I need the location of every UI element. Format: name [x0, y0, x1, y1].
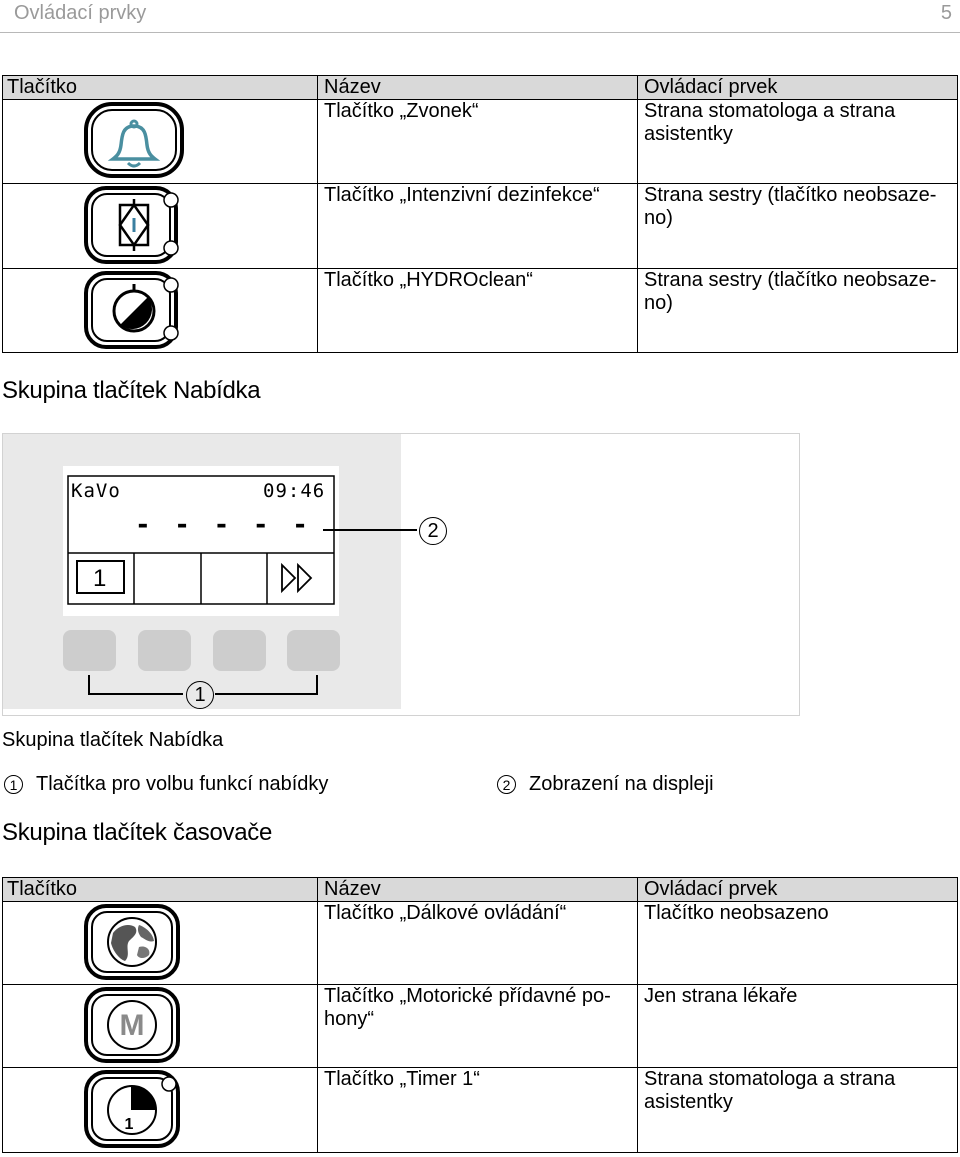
buttons-table-1: [2, 75, 958, 353]
legend-item-2: [497, 773, 714, 796]
cell-name: Tlačítko „Intenzivní dezinfekce“: [318, 184, 638, 269]
page-number: 5: [940, 2, 952, 24]
globe-icon: [83, 903, 187, 983]
icon-cell: [3, 269, 318, 353]
legend-item-1: [4, 773, 328, 796]
cell-name: Tlačítko „Zvonek“: [318, 100, 638, 184]
callout-2: 2: [419, 517, 447, 545]
display-brand: KaVo: [71, 480, 121, 502]
display-dashes: - - - - -: [135, 510, 312, 540]
cell-name: Tlačítko „Motorické přídavné pohony“: [318, 985, 638, 1068]
col-header-button: Tlačítko: [3, 76, 318, 100]
timer-number: 1: [124, 1116, 134, 1133]
cell-name: Tlačítko „Timer 1“: [318, 1068, 638, 1153]
col-header-button: Tlačítko: [3, 878, 318, 902]
intensive-disinfection-icon: [83, 185, 187, 267]
figure-caption: Skupina tlačítek Nabídka: [2, 729, 224, 751]
col-header-name: Název: [318, 878, 638, 902]
display-time: 09:46: [263, 480, 326, 502]
header-divider: [0, 32, 960, 33]
callout-1: 1: [186, 681, 214, 709]
icon-cell: [3, 1068, 318, 1153]
cell-name: Tlačítko „Dálkové ovládání“: [318, 902, 638, 985]
icon-cell: [3, 184, 318, 269]
softkey1-label: 1: [93, 565, 107, 592]
icon-cell: [3, 100, 318, 184]
motor-m-letter: M: [119, 1009, 145, 1042]
table-row: [3, 1068, 958, 1153]
legend-text: Tlačítka pro volbu funkcí nabídky: [36, 773, 329, 795]
table-row: [3, 902, 958, 985]
cell-control: Tlačítko neobsazeno: [638, 902, 958, 985]
table-row: [3, 100, 958, 184]
bell-icon: [83, 101, 187, 181]
table-row: [3, 269, 958, 353]
cell-control: Strana stomatologa a strana asistentky: [638, 100, 958, 184]
cell-control: Jen strana lékaře: [638, 985, 958, 1068]
section-heading-menu: Skupina tlačítek Nabídka: [2, 377, 261, 404]
hydroclean-icon: [83, 270, 187, 352]
icon-cell: [3, 985, 318, 1068]
cell-control: Strana stomatologa a strana asistentky: [638, 1068, 958, 1153]
motor-m-icon: [83, 986, 187, 1066]
cell-name: Tlačítko „HYDROclean“: [318, 269, 638, 353]
cell-control: Strana sestry (tlačítko neobsazeno): [638, 184, 958, 269]
menu-figure: [2, 433, 800, 716]
table-row: [3, 184, 958, 269]
buttons-table-2: [2, 877, 958, 1153]
callout-lines: [3, 434, 801, 717]
col-header-control: Ovládací prvek: [638, 878, 958, 902]
section-heading-timer: Skupina tlačítek časovače: [2, 819, 272, 846]
timer-1-icon: [83, 1069, 187, 1151]
legend-number: 1: [4, 775, 23, 794]
legend-number: 2: [497, 775, 516, 794]
icon-cell: [3, 902, 318, 985]
table-row: [3, 985, 958, 1068]
col-header-control: Ovládací prvek: [638, 76, 958, 100]
col-header-name: Název: [318, 76, 638, 100]
cell-control: Strana sestry (tlačítko neobsazeno): [638, 269, 958, 353]
page-header-title: Ovládací prvky: [14, 2, 147, 24]
legend-text: Zobrazení na displeji: [529, 773, 714, 795]
